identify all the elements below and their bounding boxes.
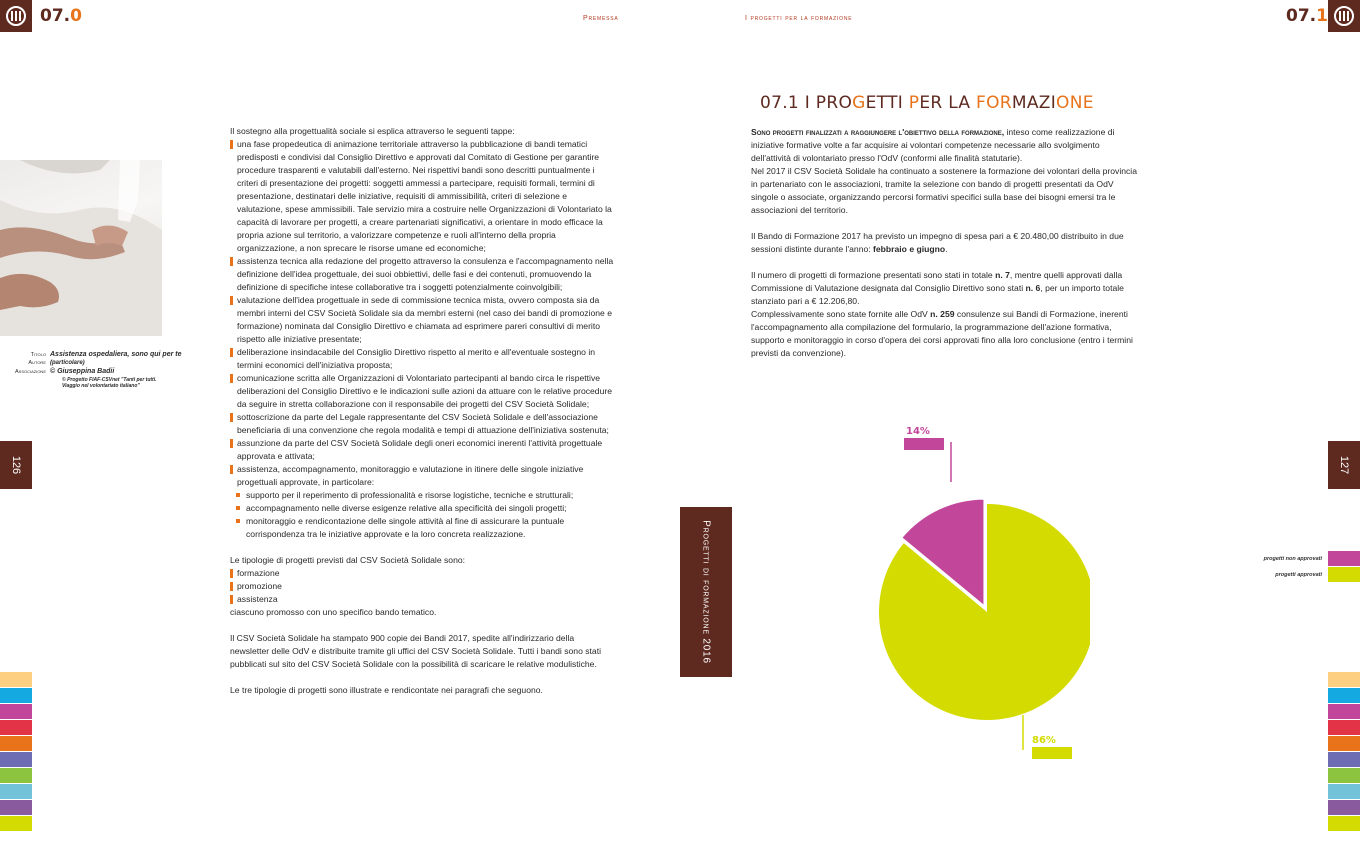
left-body-text [230,125,615,697]
type-item: assistenza [230,593,615,606]
legend-swatch-approved [1328,567,1360,582]
types-outro: ciascuno promosso con uno specifico bando tematico. [230,607,437,617]
hospital-photo [0,160,162,336]
list-item: assunzione da parte del CSV Società Solidale degli oneri economici inerenti l'attività progettuale approvata e attivata; [230,437,615,463]
section-title: 07.1 I PROGETTI PER LA FORMAZIONE [760,93,1094,113]
label-bar-14 [904,438,944,450]
pie-chart [860,420,1090,770]
right-body-text: Sono progetti finalizzati a raggiungere l'obiettivo della formazione, inteso come realizzazione di iniziative formative volte a far acquisire ai volontari competenze necessarie allo svolgimento dell'attività di volontariato presso l'OdV (conformi alle finalità statutarie). Nel 2017 il CSV Società Solidale ha continuato a sostenere la formazione dei volontari della provincia in partenariato con le associazioni, tramite la selezione con bando di progetti presentati da OdV singole o associate, organizzando percorsi formativi specifici sulla base dei bisogni emersi tra le associazioni del territorio. Il Bando di Formazione 2017 ha previsto un impegno di spesa pari a € 20.480,00 distribuito in due sessioni distinte durante l'anno: febbraio e giugno. Il numero di progetti di formazione presentati sono stati in totale n. 7, mentre quelli approvati dalla Commissione di Valutazione designata dal Consiglio Direttivo sono stati n. 6, per un importo totale stanziato pari a € 12.206,80. Complessivamente sono state fornite alle OdV n. 259 consulenze sui Bandi di Formazione, inerenti l'accompagnamento alla compilazione del formulario, la programmazione dell'azione formativa, supporto e monitoraggio in corso d'opera dei corsi approvati fino alla loro conclusione (entro i termini previsti da convenzione). [751,127,1137,358]
photo-caption: Titolo Assistenza ospedaliera, sono qui per te Autore (particolare) Associazione © Giuseppina Badii © Progetto FIAF-CSVnet "Tanti per tutti. Viaggio nel volontariato italiano" [14,351,182,389]
list-item: una fase propedeutica di animazione territoriale attraverso la pubblicazione di bandi tematici predisposti e condivisi dal Consiglio Direttivo e approvati dal Comitato di Gestione per garantire procedure trasparenti e valutabili dall'esterno. Nei rispettivi bandi sono descritti puntualmente i criteri di presentazione dei progetti: soggetti ammessi a partecipare, requisiti formali, termini di presentazione, destinatari delle iniziative, requisiti di ammissibilità, criteri di selezione e valutazione, spese ammissibili. Tale servizio mira a costruire nelle Organizzazioni di Volontariato la capacità di lavorare per progetti, a creare partenariati significativi, a orientare in modo efficace la propria azione sul territorio, a valorizzare competenze e ruoli all'interno della propria organizzazione, a non sprecare le risorse umane ed economiche; [230,138,615,255]
pie-label-approved: 86% [1032,735,1056,746]
list-item: valutazione dell'idea progettuale in sede di commissione tecnica mista, ovvero composta sia da membri interni del CSV Società Solidale sia da membri esterni (nel caso dei bandi di promozione e formazione) nominata dal Consiglio Direttivo e chiamata ad esprimere pareri consultivi di merito rispetto alle iniziative presentate; [230,294,615,346]
running-head-left: Premessa [583,15,619,22]
type-item: promozione [230,580,615,593]
running-head-right: I progetti per la formazione [745,15,853,22]
page-number-tab-left: 126 [0,441,32,489]
legend-swatch-not-approved [1328,551,1360,566]
color-strip-right [1328,672,1360,832]
side-label-box: Progetti di formazione 2016 [680,507,732,677]
label-bar-86 [1032,747,1072,759]
list-item: assistenza tecnica alla redazione del progetto attraverso la consulenza e l'accompagnamento nella definizione dell'idea progettuale, dei suoi obbiettivi, delle fasi e dei contenuti, promuovendo la definizione di specifiche intese collaborative tra i soggetti potenzialmente coinvolgibili; [230,255,615,294]
types-intro: Le tipologie di progetti previsti dal CSV Società Solidale sono: [230,555,466,565]
section-icon-right [1328,0,1360,32]
type-item: formazione [230,567,615,580]
section-icon-left [0,0,32,32]
intro-text: Il sostegno alla progettualità sociale si esplica attraverso le seguenti tappe: [230,126,515,136]
pie-label-not-approved: 14% [906,426,930,437]
section-number-right: 07.1 [1286,6,1328,26]
list-item: comunicazione scritta alle Organizzazioni di Volontariato partecipanti al bando circa le rispettive deliberazioni del Consiglio Direttivo e le indicazioni sulle azioni da attuare con le relative procedure da seguire in stretta collaborazione con il responsabile dei progetti del CSV Società Solidale; [230,372,615,411]
chart-legend [1220,551,1360,582]
section-number-left: 07.0 [40,6,82,26]
paragraph-bandi: Il CSV Società Solidale ha stampato 900 copie dei Bandi 2017, spedite all'indirizzario della newsletter delle OdV e distribuite tramite gli uffici del CSV Società Solidale. Tutti i bandi sono stati pubblicati sul sito del CSV Società Solidale con la possibilità di scaricare le relative modulistiche. [230,633,601,669]
list-item: deliberazione insindacabile del Consiglio Direttivo rispetto al merito e all'eventuale sostegno in termini economici dell'iniziativa proposta; [230,346,615,372]
color-strip-left [0,672,32,832]
sub-list-item: monitoraggio e rendicontazione delle singole attività al fine di assicurare la puntuale corrispondenza tra le iniziative approvate e la loro concreta realizzazione. [230,515,615,541]
legend-label: progetti approvati [1275,571,1322,578]
sub-list-item: accompagnamento nelle diverse esigenze relative alla specificità dei singoli progetti; [230,502,615,515]
sub-list-item: supporto per il reperimento di professionalità e risorse logistiche, tecniche e strutturali; [230,489,615,502]
page-number-tab-right: 127 [1328,441,1360,489]
list-item: assistenza, accompagnamento, monitoraggio e valutazione in itinere delle singole iniziative progettuali approvate, in particolare: [230,463,615,489]
list-item: sottoscrizione da parte del Legale rappresentante del CSV Società Solidale e dell'associazione beneficiaria di una convenzione che regola modalità e tempi di attuazione dell'iniziativa sostenuta; [230,411,615,437]
legend-label: progetti non approvati [1263,555,1322,562]
paragraph-tipologie: Le tre tipologie di progetti sono illustrate e rendicontate nei paragrafi che seguono. [230,685,543,695]
